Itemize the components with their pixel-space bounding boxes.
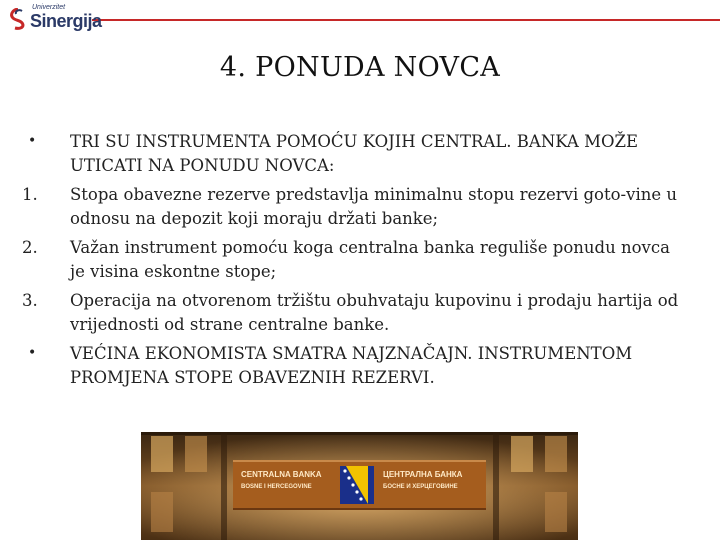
number-marker: 2. [22, 238, 38, 257]
bullet-marker: • [28, 133, 37, 149]
logo-text: Sinergija [30, 11, 102, 31]
list-item [22, 342, 682, 389]
header-red-line [92, 19, 720, 21]
list-item [22, 183, 682, 230]
central-bank-photo [141, 432, 578, 540]
list-item-text: Operacija na otvorenom tržištu obuhvataju kupovinu i prodaju hartija od vrijednosti od strane centralne banke. [70, 291, 679, 334]
number-marker: 3. [22, 291, 38, 310]
list-item [22, 236, 682, 283]
sign-right-line1: ЦЕНТРАЛНА БАНКА [383, 470, 463, 479]
list-item-text: Stopa obavezne rezerve predstavlja minimalnu stopu rezervi goto-vine u odnosu na depozit koji moraju držati banke; [70, 185, 677, 228]
list-item-text: TRI SU INSTRUMENTA POMOĆU KOJIH CENTRAL. BANKA MOŽE UTICATI NA PONUDU NOVCA: [70, 132, 639, 175]
sign-left-line1: CENTRALNA BANKA [241, 470, 322, 479]
bank-sign [233, 460, 486, 510]
bih-flag-icon [340, 466, 374, 504]
slide-title: 4. PONUDA NOVCA [219, 52, 501, 83]
sign-left-line2: BOSNE I HERCEGOVINE [241, 484, 312, 490]
list-item [22, 130, 682, 177]
list-item [22, 289, 682, 336]
number-marker: 1. [22, 185, 38, 204]
list-item-text: VEĆINA EKONOMISTA SMATRA NAJZNAČAJN. INSTRUMENTOM PROMJENA STOPE OBAVEZNIH REZERVI. [70, 344, 633, 387]
university-logo [8, 4, 102, 34]
bullet-marker: • [28, 345, 37, 361]
sinergija-logo-icon [8, 8, 28, 30]
slide-content [22, 130, 682, 395]
list-item-text: Važan instrument pomoću koga centralna banka reguliše ponudu novca je visina eskontne stope; [70, 238, 670, 281]
logo-small-text: Univerzitet [32, 4, 66, 11]
sign-right-line2: БОСНЕ И ХЕРЦЕГОВИНЕ [383, 484, 458, 490]
